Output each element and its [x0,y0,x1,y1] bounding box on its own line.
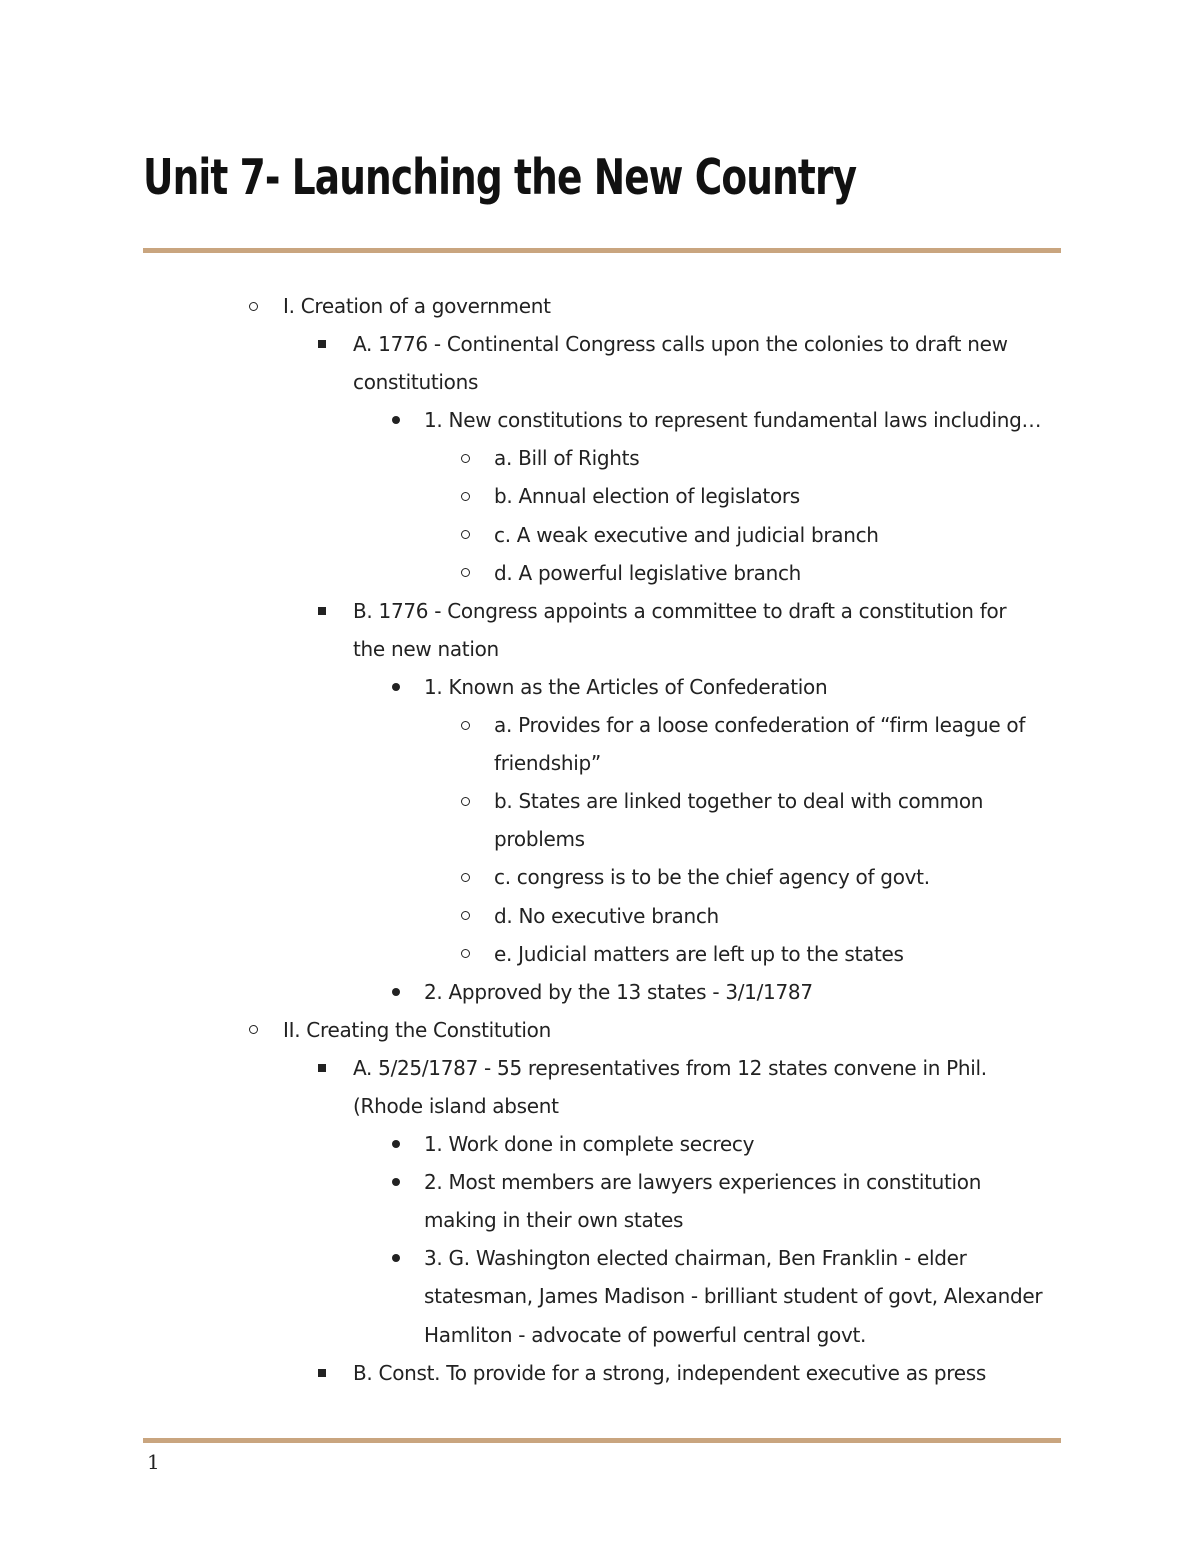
header-divider [143,248,1061,253]
outline-item: A. 1776 - Continental Congress calls upon the colonies to draft new [0,325,1200,363]
outline-item: 3. G. Washington elected chairman, Ben Franklin - elder [0,1239,1200,1277]
page-number: 1 [147,1450,160,1474]
outline-item: 1. Work done in complete secrecy [0,1125,1200,1163]
square-bullet-icon [315,1049,329,1087]
outline-list [0,287,1200,1392]
outline-item-continuation: Hamliton - advocate of powerful central govt. [424,1322,867,1347]
hollow-circle-bullet-icon [458,706,472,744]
square-bullet-icon [315,325,329,363]
square-bullet-icon [315,1354,329,1392]
outline-item-continuation: friendship” [494,751,601,776]
footer-divider [143,1438,1061,1443]
outline-item: c. A weak executive and judicial branch [0,516,1200,554]
hollow-circle-bullet-icon [246,287,260,325]
outline-item: I. Creation of a government [0,287,1200,325]
hollow-circle-bullet-icon [458,554,472,592]
outline-item: d. No executive branch [0,897,1200,935]
outline-item: a. Bill of Rights [0,439,1200,477]
square-bullet-icon [315,592,329,630]
outline-item: 2. Most members are lawyers experiences in constitution [0,1163,1200,1201]
outline-item: a. Provides for a loose confederation of “firm league of [0,706,1200,744]
filled-dot-bullet-icon [389,401,403,439]
hollow-circle-bullet-icon [458,782,472,820]
hollow-circle-bullet-icon [458,897,472,935]
page-title: Unit 7- Launching the New Country [143,149,857,206]
outline-item: 2. Approved by the 13 states - 3/1/1787 [0,973,1200,1011]
outline-item-continuation: statesman, James Madison - brilliant student of govt, Alexander [424,1284,1043,1309]
outline-item: 1. New constitutions to represent fundamental laws including… [0,401,1200,439]
hollow-circle-bullet-icon [458,516,472,554]
outline-item-continuation: constitutions [353,370,479,395]
outline-item: B. 1776 - Congress appoints a committee to draft a constitution for [0,592,1200,630]
outline-item: d. A powerful legislative branch [0,554,1200,592]
filled-dot-bullet-icon [389,1239,403,1277]
hollow-circle-bullet-icon [246,1011,260,1049]
outline-item: II. Creating the Constitution [0,1011,1200,1049]
outline-item: 1. Known as the Articles of Confederation [0,668,1200,706]
outline-item: b. States are linked together to deal with common [0,782,1200,820]
filled-dot-bullet-icon [389,1125,403,1163]
outline-item: b. Annual election of legislators [0,477,1200,515]
outline-item-continuation: making in their own states [424,1208,684,1233]
hollow-circle-bullet-icon [458,858,472,896]
filled-dot-bullet-icon [389,668,403,706]
outline-item: B. Const. To provide for a strong, independent executive as press [0,1354,1200,1392]
outline-item-continuation: (Rhode island absent [353,1093,559,1118]
outline-item: e. Judicial matters are left up to the states [0,935,1200,973]
filled-dot-bullet-icon [389,973,403,1011]
hollow-circle-bullet-icon [458,439,472,477]
hollow-circle-bullet-icon [458,477,472,515]
outline-item: c. congress is to be the chief agency of govt. [0,858,1200,896]
outline-item-continuation: the new nation [353,636,499,661]
filled-dot-bullet-icon [389,1163,403,1201]
outline-item: A. 5/25/1787 - 55 representatives from 12 states convene in Phil. [0,1049,1200,1087]
outline-item-continuation: problems [494,827,585,852]
hollow-circle-bullet-icon [458,935,472,973]
